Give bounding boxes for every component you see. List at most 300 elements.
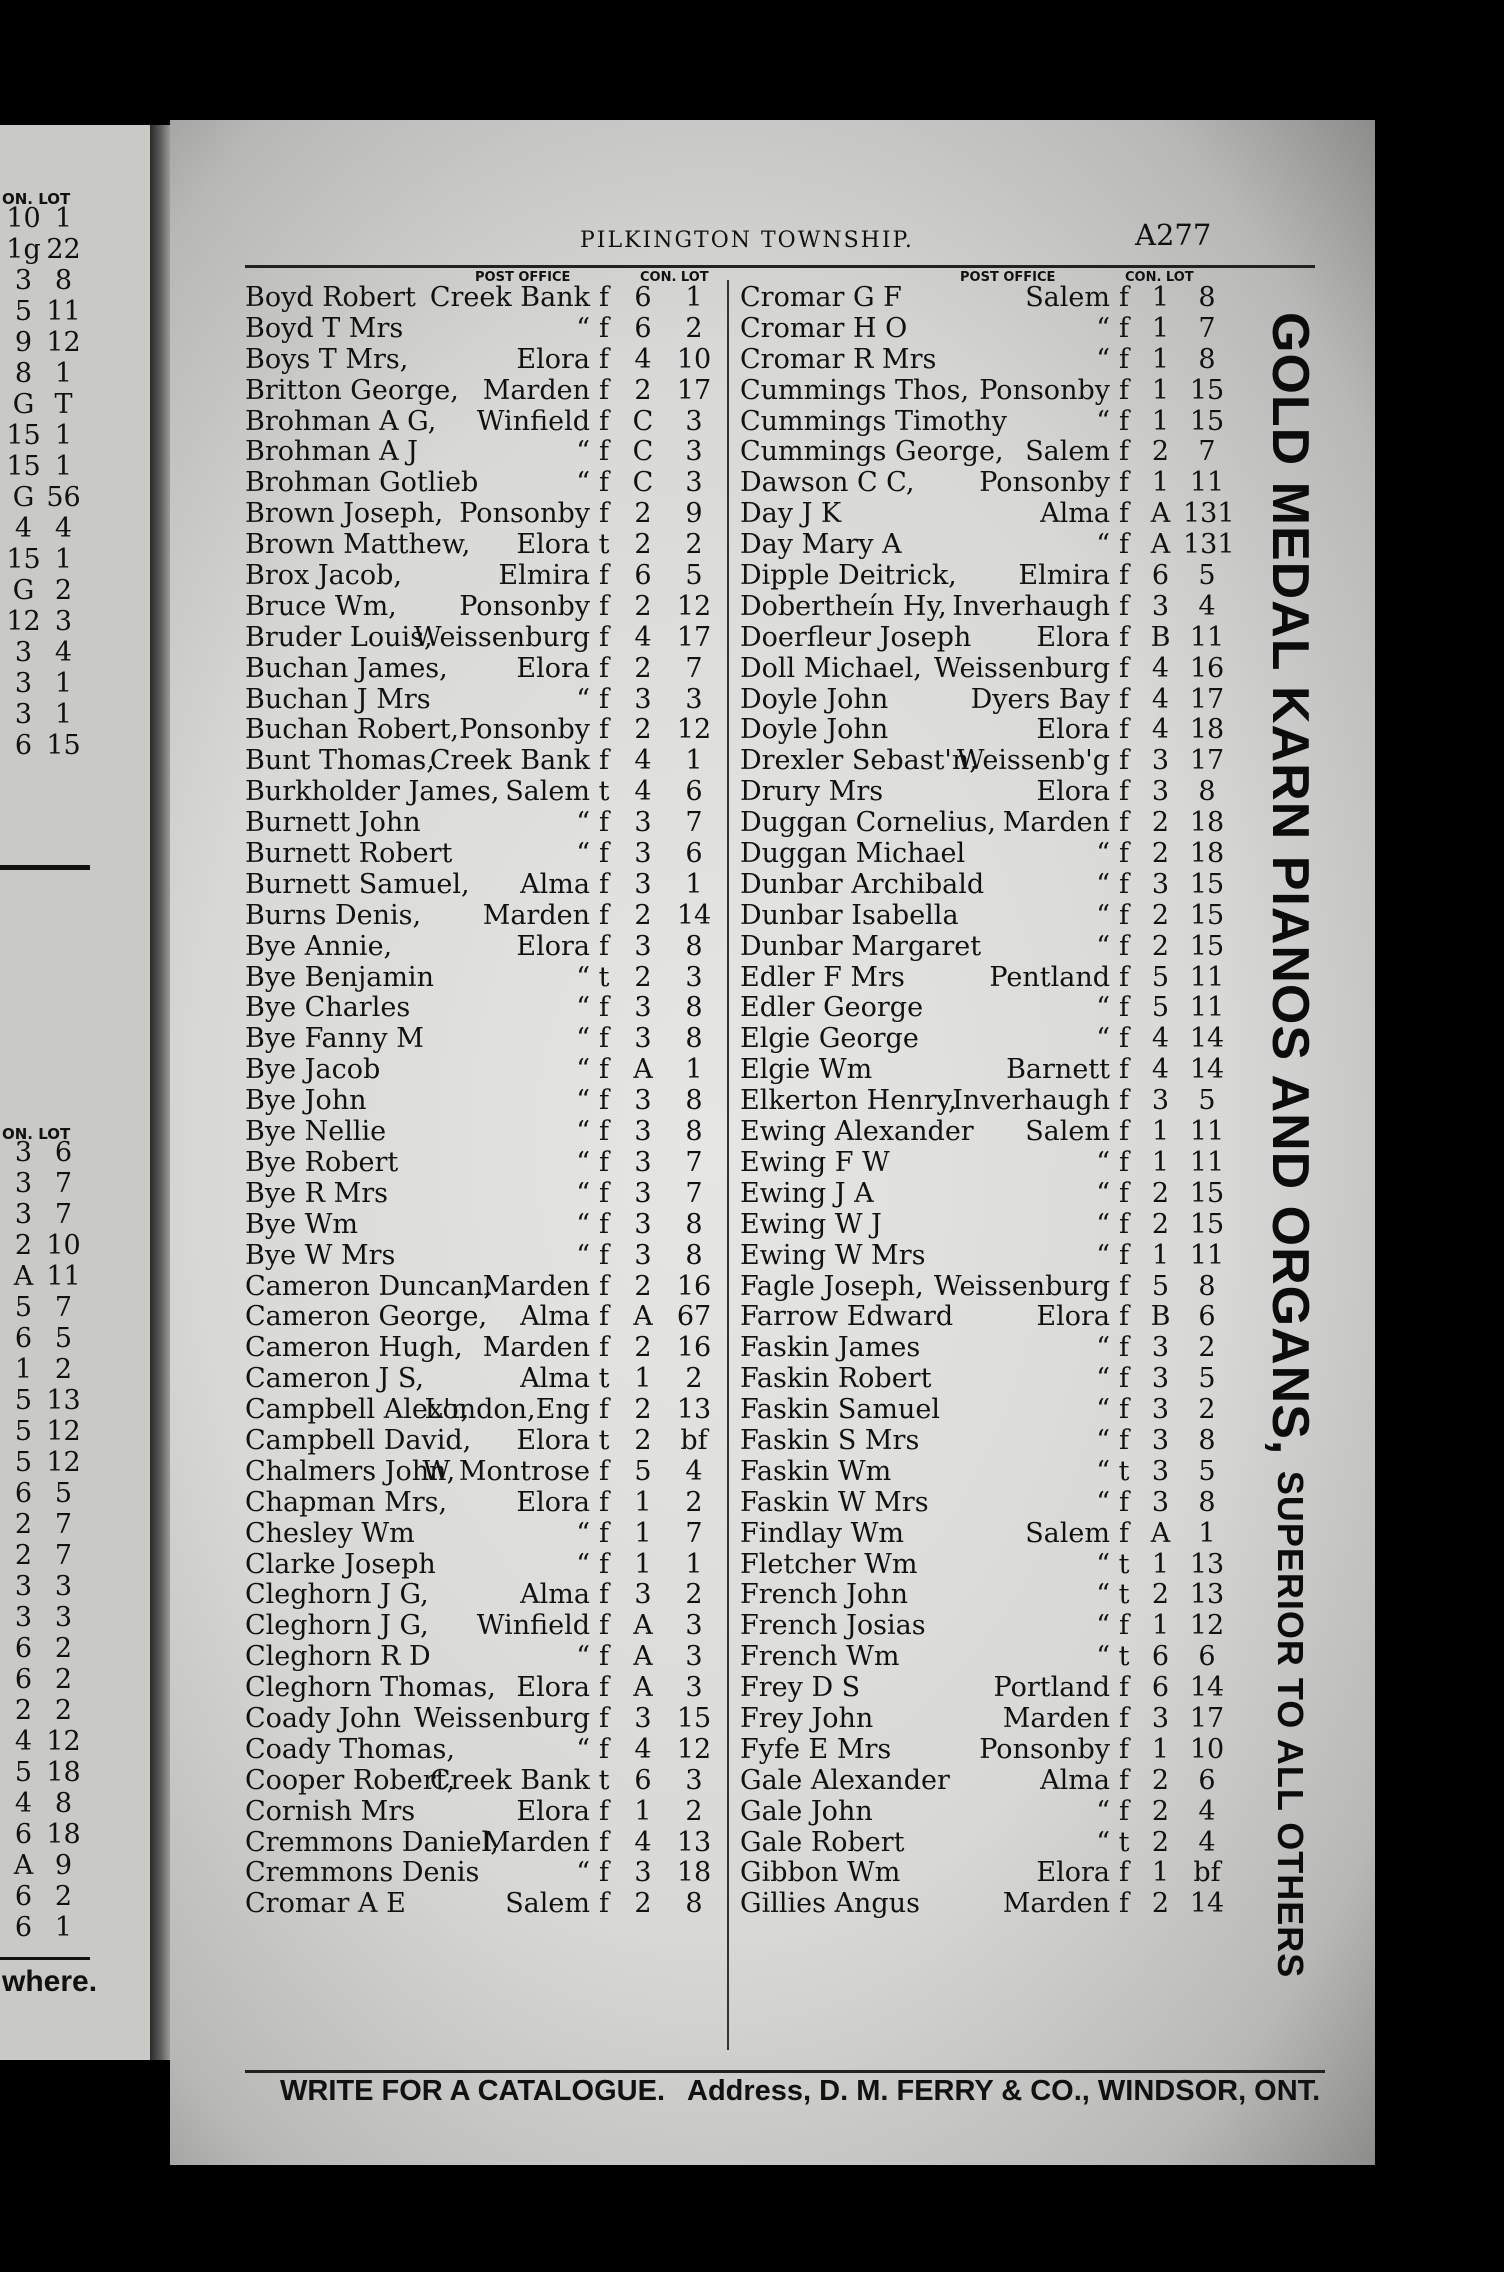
- entry-lot: 7: [685, 1517, 703, 1549]
- entry-lot: 15: [1189, 1208, 1225, 1240]
- entry-tenure: f: [599, 868, 609, 900]
- facing-page-row: [4, 1478, 84, 1509]
- facing-page-con: G: [12, 482, 35, 513]
- entry-lot: 17: [676, 621, 712, 653]
- facing-page-lot: 8: [54, 1788, 73, 1819]
- entry-tenure: f: [599, 1857, 609, 1889]
- directory-entry: Brohman A G, Winfield f C 3: [245, 407, 725, 438]
- entry-concession: 1: [1151, 312, 1170, 344]
- facing-page-con: A: [13, 1850, 34, 1881]
- directory-entry: Frey John Marden f 3 17: [740, 1704, 1260, 1735]
- entry-tenure: t: [598, 1424, 610, 1456]
- directory-entry: Cleghorn R D “ f A 3: [245, 1642, 725, 1673]
- entry-concession: 3: [634, 1146, 652, 1178]
- facing-page-lot: 2: [54, 1881, 73, 1912]
- entry-post-office: “: [1096, 1826, 1110, 1858]
- entry-tenure: f: [1119, 1702, 1129, 1734]
- directory-entry: Cromar R Mrs “ f 1 8: [740, 345, 1260, 376]
- facing-page-con: 6: [14, 1478, 33, 1509]
- entry-concession: 6: [1151, 560, 1170, 592]
- entry-lot: 18: [1189, 838, 1225, 870]
- entry-concession: 3: [1151, 1486, 1170, 1518]
- facing-page-row: [4, 1323, 84, 1354]
- side-ad-main: GOLD MEDAL KARN PIANOS AND ORGANS,: [1261, 312, 1319, 1456]
- facing-page-lot: 2: [54, 1695, 73, 1726]
- directory-entry: Doerfleur Joseph Elora f B 11: [740, 623, 1260, 654]
- entry-tenure: f: [1119, 1301, 1129, 1333]
- facing-page-lot: 1: [54, 544, 73, 575]
- entry-concession: 3: [1151, 590, 1170, 622]
- entry-concession: A: [1150, 498, 1171, 530]
- directory-entry: Dawson C C, Ponsonby f 1 11: [740, 468, 1260, 499]
- entry-lot: 3: [685, 1641, 703, 1673]
- facing-page-lot: 7: [54, 1199, 73, 1230]
- footer-lead: WRITE FOR A CATALOGUE.: [280, 2075, 666, 2107]
- entry-concession: 1: [634, 1548, 652, 1580]
- entry-post-office: Elora: [1036, 714, 1110, 746]
- entry-concession: 2: [1151, 899, 1170, 931]
- directory-entry: Findlay Wm Salem f A 1: [740, 1519, 1260, 1550]
- entry-tenure: f: [599, 282, 609, 313]
- entry-post-office: London,Eng: [424, 1394, 590, 1426]
- entry-lot: 10: [1189, 1733, 1225, 1765]
- entry-tenure: f: [599, 467, 609, 499]
- entry-concession: 1: [1151, 1610, 1170, 1642]
- facing-page-row: [4, 296, 84, 327]
- facing-page-con: 5: [14, 1447, 33, 1478]
- entry-lot: 5: [1198, 1363, 1216, 1395]
- facing-page-lot: 13: [46, 1385, 81, 1416]
- entry-lot: 15: [1189, 930, 1225, 962]
- facing-page-row: [4, 1602, 84, 1633]
- entry-lot: 15: [1189, 1177, 1225, 1209]
- facing-page-lot: 5: [54, 1478, 73, 1509]
- entry-lot: 3: [685, 405, 703, 437]
- directory-entry: Boys T Mrs, Elora f 4 10: [245, 345, 725, 376]
- facing-page-con: 6: [14, 1881, 33, 1912]
- entry-lot: 4: [1198, 1826, 1216, 1858]
- entry-lot: 2: [685, 1579, 703, 1611]
- facing-page-con: 3: [14, 637, 33, 668]
- facing-page-con: 10: [6, 203, 41, 234]
- facing-page-lot: 12: [46, 1726, 81, 1757]
- entry-tenure: f: [599, 1486, 609, 1518]
- directory-entry: Bye Benjamin “ t 2 3: [245, 963, 725, 994]
- entry-lot: 14: [1189, 1888, 1225, 1920]
- directory-entry: Campbell David, Elora t 2 bf: [245, 1426, 725, 1457]
- facing-page-con: 3: [14, 1571, 33, 1602]
- entry-post-office: Weissenb'g: [956, 745, 1110, 777]
- entry-tenure: f: [1119, 1054, 1129, 1086]
- facing-page: [0, 125, 150, 2060]
- facing-page-lot: 2: [54, 1664, 73, 1695]
- facing-page-row: [4, 1788, 84, 1819]
- facing-page-con: 3: [14, 1199, 33, 1230]
- facing-page-row: [4, 1447, 84, 1478]
- directory-entry: Dunbar Isabella “ f 2 15: [740, 901, 1260, 932]
- facing-page-row: [4, 451, 84, 482]
- directory-entry: Ewing W J “ f 2 15: [740, 1210, 1260, 1241]
- entry-post-office: Ponsonby: [979, 1733, 1110, 1765]
- entry-tenure: f: [1119, 312, 1129, 344]
- facing-page-con: A: [13, 1261, 34, 1292]
- directory-entry: Cromar A E Salem f 2 8: [245, 1889, 725, 1920]
- entry-lot: 16: [676, 1332, 712, 1364]
- entry-post-office: Elmira: [1018, 560, 1110, 592]
- entry-post-office: Salem: [1025, 1116, 1110, 1148]
- facing-page-row: [4, 1199, 84, 1230]
- header-rule: [245, 265, 1315, 268]
- entry-lot: 8: [685, 1888, 703, 1920]
- entry-tenure: f: [599, 1641, 609, 1673]
- entry-concession: 2: [1151, 436, 1170, 468]
- facing-page-lot: 3: [54, 606, 73, 637]
- entry-tenure: f: [1119, 1517, 1129, 1549]
- entry-lot: bf: [1193, 1857, 1221, 1889]
- entry-tenure: f: [599, 1085, 609, 1117]
- directory-entry: Boyd Robert Creek Bank f 6 1: [245, 283, 725, 314]
- entry-post-office: Marden: [482, 1332, 590, 1364]
- entry-lot: 1: [685, 745, 703, 777]
- directory-entry: Cornish Mrs Elora f 1 2: [245, 1797, 725, 1828]
- entry-lot: 131: [1183, 498, 1235, 530]
- entry-tenure: f: [1119, 1146, 1129, 1178]
- entry-tenure: f: [1119, 1486, 1129, 1518]
- directory-entry: Drury Mrs Elora f 3 8: [740, 777, 1260, 808]
- entry-tenure: t: [598, 529, 610, 561]
- entry-concession: 3: [634, 807, 652, 839]
- entry-post-office: Winfield: [476, 405, 590, 437]
- entry-concession: 1: [634, 1363, 652, 1395]
- directory-entry: Coady Thomas, “ f 4 12: [245, 1735, 725, 1766]
- entry-concession: 3: [1151, 776, 1170, 808]
- directory-entry: Bruce Wm, Ponsonby f 2 12: [245, 592, 725, 623]
- facing-page-con: 3: [14, 1168, 33, 1199]
- entry-post-office: Weissenburg: [413, 1702, 590, 1734]
- entry-post-office: “: [576, 807, 590, 839]
- directory-entry: Burnett Samuel, Alma f 3 1: [245, 870, 725, 901]
- facing-page-con: 5: [14, 1416, 33, 1447]
- entry-concession: A: [1150, 529, 1171, 561]
- facing-page-lot: 3: [54, 1571, 73, 1602]
- entry-post-office: Alma: [520, 868, 590, 900]
- entry-lot: 6: [685, 838, 703, 870]
- entry-concession: 1: [1151, 405, 1170, 437]
- facing-page-lot: 22: [46, 234, 81, 265]
- facing-page-rows-top: [4, 203, 84, 761]
- entry-tenure: f: [599, 1054, 609, 1086]
- entry-lot: 2: [685, 1486, 703, 1518]
- directory-page: [170, 120, 1375, 2165]
- entry-tenure: f: [1119, 1363, 1129, 1395]
- entry-post-office: “: [1096, 1455, 1110, 1487]
- entry-post-office: Elora: [1036, 1857, 1110, 1889]
- directory-entry: Bunt Thomas, Creek Bank f 4 1: [245, 746, 725, 777]
- entry-concession: 3: [634, 1579, 652, 1611]
- facing-page-rows-bottom: [4, 1137, 84, 1943]
- entry-post-office: Inverhaugh: [952, 1085, 1110, 1117]
- entry-post-office: Alma: [520, 1301, 590, 1333]
- directory-entry: Fagle Joseph, Weissenburg f 5 8: [740, 1272, 1260, 1303]
- entry-concession: 1: [634, 1486, 652, 1518]
- entry-post-office: Marden: [482, 374, 590, 406]
- entry-concession: 5: [1151, 992, 1170, 1024]
- facing-page-con: 9: [14, 327, 33, 358]
- directory-entry: Bye Fanny M “ f 3 8: [245, 1024, 725, 1055]
- entry-concession: 3: [634, 1177, 652, 1209]
- entry-post-office: “: [576, 1177, 590, 1209]
- directory-entry: Clarke Joseph “ f 1 1: [245, 1550, 725, 1581]
- entry-lot: 11: [1189, 1146, 1225, 1178]
- entry-tenure: f: [1119, 1177, 1129, 1209]
- entry-tenure: f: [1119, 590, 1129, 622]
- facing-page-lot: 8: [54, 265, 73, 296]
- entry-concession: 2: [634, 498, 652, 530]
- entry-post-office: Marden: [1002, 807, 1110, 839]
- directory-entry: Burns Denis, Marden f 2 14: [245, 901, 725, 932]
- facing-page-con: 1: [14, 1354, 33, 1385]
- directory-entry: Gale Robert “ t 2 4: [740, 1828, 1260, 1859]
- entry-tenure: f: [599, 374, 609, 406]
- entry-tenure: f: [599, 590, 609, 622]
- facing-page-row: [4, 1633, 84, 1664]
- entry-concession: 2: [634, 1394, 652, 1426]
- entry-concession: 2: [634, 899, 652, 931]
- directory-entry: Dobertheín Hy, Inverhaugh f 3 4: [740, 592, 1260, 623]
- entry-tenure: f: [599, 714, 609, 746]
- directory-entry: Cleghorn Thomas, Elora f A 3: [245, 1673, 725, 1704]
- entry-post-office: “: [1096, 868, 1110, 900]
- entry-concession: 3: [634, 1023, 652, 1055]
- entry-lot: 131: [1183, 529, 1235, 561]
- entry-concession: 1: [1151, 1239, 1170, 1271]
- entry-concession: 1: [1151, 1733, 1170, 1765]
- entry-lot: 1: [685, 1054, 703, 1086]
- facing-page-con: 15: [6, 544, 41, 575]
- entry-lot: 10: [676, 343, 712, 375]
- entry-post-office: “: [1096, 405, 1110, 437]
- entry-post-office: “: [576, 467, 590, 499]
- entry-concession: 4: [634, 621, 652, 653]
- entry-concession: 4: [1151, 652, 1170, 684]
- entry-tenure: f: [599, 1208, 609, 1240]
- entry-concession: 3: [634, 930, 652, 962]
- entry-post-office: Creek Bank: [429, 745, 590, 777]
- entry-tenure: f: [1119, 560, 1129, 592]
- entry-post-office: Weissenburg: [933, 1270, 1110, 1302]
- entry-tenure: t: [1118, 1579, 1130, 1611]
- entry-lot: 3: [685, 467, 703, 499]
- left-post-office-header: POST OFFICE: [475, 270, 571, 285]
- facing-page-row: [4, 1230, 84, 1261]
- page-title: PILKINGTON TOWNSHIP.: [580, 228, 914, 253]
- facing-page-row: [4, 420, 84, 451]
- entry-tenure: f: [599, 1795, 609, 1827]
- directory-entry: Chapman Mrs, Elora f 1 2: [245, 1488, 725, 1519]
- entry-post-office: Elora: [516, 1486, 590, 1518]
- entry-lot: 14: [1189, 1672, 1225, 1704]
- facing-page-con: 8: [14, 358, 33, 389]
- directory-entry: Faskin Wm “ t 3 5: [740, 1457, 1260, 1488]
- entry-lot: 11: [1189, 1116, 1225, 1148]
- entry-post-office: Elora: [1036, 621, 1110, 653]
- entry-post-office: Weissenburg: [413, 621, 590, 653]
- directory-entry: Doyle John Dyers Bay f 4 17: [740, 685, 1260, 716]
- facing-page-row: [4, 1571, 84, 1602]
- directory-entry: Elgie George “ f 4 14: [740, 1024, 1260, 1055]
- directory-entry: Boyd T Mrs “ f 6 2: [245, 314, 725, 345]
- entry-lot: 8: [685, 1239, 703, 1271]
- entry-concession: 2: [1151, 1795, 1170, 1827]
- entry-tenure: f: [1119, 1270, 1129, 1302]
- entry-lot: 12: [676, 1733, 712, 1765]
- entry-concession: 5: [634, 1455, 652, 1487]
- entry-tenure: f: [599, 1517, 609, 1549]
- entry-post-office: “: [576, 961, 590, 993]
- directory-entry: Gibbon Wm Elora f 1 bf: [740, 1858, 1260, 1889]
- facing-page-row: [4, 1695, 84, 1726]
- entry-post-office: “: [576, 1548, 590, 1580]
- entry-post-office: “: [1096, 312, 1110, 344]
- entry-lot: 67: [676, 1301, 712, 1333]
- facing-page-lot: 7: [54, 1168, 73, 1199]
- directory-entry: Brox Jacob, Elmira f 6 5: [245, 561, 725, 592]
- entry-lot: 17: [1189, 1702, 1225, 1734]
- entry-lot: 7: [685, 1177, 703, 1209]
- directory-entry: Farrow Edward Elora f B 6: [740, 1302, 1260, 1333]
- facing-page-con: 15: [6, 451, 41, 482]
- directory-entry: Cleghorn J G, Alma f 3 2: [245, 1580, 725, 1611]
- entry-tenure: f: [599, 1702, 609, 1734]
- facing-page-lot: 3: [54, 1602, 73, 1633]
- facing-page-row: [4, 482, 84, 513]
- directory-entry: Ewing F W “ f 1 11: [740, 1148, 1260, 1179]
- entry-tenure: f: [599, 838, 609, 870]
- facing-page-row: [4, 668, 84, 699]
- entry-post-office: Barnett: [1006, 1054, 1110, 1086]
- facing-page-row: [4, 1540, 84, 1571]
- entry-post-office: Elora: [516, 930, 590, 962]
- facing-page-lot: 1: [54, 358, 73, 389]
- entry-lot: 3: [685, 1672, 703, 1704]
- entry-concession: 2: [634, 652, 652, 684]
- entry-post-office: “: [1096, 1486, 1110, 1518]
- entry-lot: 6: [1198, 1641, 1216, 1673]
- entry-post-office: Ponsonby: [459, 498, 590, 530]
- entry-concession: 3: [1151, 868, 1170, 900]
- entry-tenure: f: [1119, 899, 1129, 931]
- entry-lot: 12: [1189, 1610, 1225, 1642]
- entry-post-office: “: [1096, 992, 1110, 1024]
- facing-page-lot: 2: [54, 1633, 73, 1664]
- entry-post-office: Alma: [520, 1363, 590, 1395]
- entry-concession: 1: [1151, 1548, 1170, 1580]
- entry-tenure: f: [1119, 1857, 1129, 1889]
- facing-page-rule: [0, 865, 90, 870]
- entry-concession: A: [633, 1641, 653, 1673]
- facing-page-lot: 4: [54, 513, 73, 544]
- entry-lot: 8: [1198, 1486, 1216, 1518]
- facing-page-row: [4, 1912, 84, 1943]
- entry-lot: 2: [1198, 1394, 1216, 1426]
- entry-post-office: Dyers Bay: [970, 683, 1110, 715]
- facing-page-con: 1g: [6, 234, 41, 265]
- facing-page-lot: 7: [54, 1540, 73, 1571]
- entry-lot: 2: [1198, 1332, 1216, 1364]
- entry-lot: 2: [685, 1795, 703, 1827]
- entry-concession: 1: [1151, 1116, 1170, 1148]
- entry-tenure: f: [599, 1672, 609, 1704]
- entry-post-office: Portland: [993, 1672, 1110, 1704]
- directory-entry: Cummings George, Salem f 2 7: [740, 437, 1260, 468]
- entry-post-office: “: [1096, 1239, 1110, 1271]
- entry-lot: 5: [1198, 1455, 1216, 1487]
- directory-entry: Drexler Sebast'n, Weissenb'g f 3 17: [740, 746, 1260, 777]
- entry-post-office: “: [576, 1085, 590, 1117]
- entry-tenure: t: [598, 1363, 610, 1395]
- entry-lot: 3: [685, 1610, 703, 1642]
- entry-concession: 2: [1151, 1177, 1170, 1209]
- entry-lot: 8: [685, 992, 703, 1024]
- facing-page-con: 3: [14, 265, 33, 296]
- entry-post-office: Elora: [516, 343, 590, 375]
- entry-tenure: f: [1119, 807, 1129, 839]
- entry-concession: C: [632, 405, 654, 437]
- entry-tenure: f: [1119, 776, 1129, 808]
- facing-page-lot: T: [54, 389, 73, 420]
- entry-post-office: Creek Bank: [429, 282, 590, 313]
- entry-lot: 8: [685, 1085, 703, 1117]
- directory-entry: Duggan Cornelius, Marden f 2 18: [740, 808, 1260, 839]
- directory-entry: Day Mary A “ f A 131: [740, 529, 1235, 561]
- facing-page-con: 6: [14, 730, 33, 761]
- facing-page-lot: 4: [54, 637, 73, 668]
- facing-page-lot: 15: [46, 730, 81, 761]
- entry-tenure: f: [1119, 436, 1129, 468]
- entry-lot: 8: [685, 1208, 703, 1240]
- directory-entry: Cremmons Daniel, Marden f 4 13: [245, 1828, 725, 1859]
- facing-page-footer: where.: [2, 1965, 98, 1998]
- entry-tenure: f: [599, 992, 609, 1024]
- entry-lot: 17: [1189, 745, 1225, 777]
- entry-post-office: “: [576, 1023, 590, 1055]
- entry-tenure: f: [599, 1888, 609, 1920]
- directory-entry: Cummings Timothy “ f 1 15: [740, 407, 1260, 438]
- facing-page-lot: 11: [46, 1261, 81, 1292]
- entry-lot: 8: [1198, 1270, 1216, 1302]
- entry-concession: 3: [634, 1085, 652, 1117]
- directory-entry: Brohman A J “ f C 3: [245, 437, 725, 468]
- facing-page-con: 12: [6, 606, 41, 637]
- entry-post-office: “: [576, 1116, 590, 1148]
- facing-page-row: [4, 544, 84, 575]
- facing-page-lot: 12: [46, 1447, 81, 1478]
- directory-entry: Doyle John Elora f 4 18: [740, 715, 1260, 746]
- entry-tenure: f: [599, 1579, 609, 1611]
- entry-concession: 2: [1151, 1579, 1170, 1611]
- entry-lot: 8: [1198, 343, 1216, 375]
- entry-tenure: f: [1119, 683, 1129, 715]
- directory-entry: Edler George “ f 5 11: [740, 993, 1260, 1024]
- entry-concession: 5: [1151, 961, 1170, 993]
- entry-tenure: f: [1119, 961, 1129, 993]
- entry-lot: bf: [680, 1424, 708, 1456]
- directory-entry: Faskin James “ f 3 2: [740, 1333, 1260, 1364]
- entry-concession: 3: [1151, 1424, 1170, 1456]
- entry-tenure: f: [1119, 838, 1129, 870]
- entry-post-office: Alma: [520, 1579, 590, 1611]
- directory-entry: Faskin W Mrs “ f 3 8: [740, 1488, 1260, 1519]
